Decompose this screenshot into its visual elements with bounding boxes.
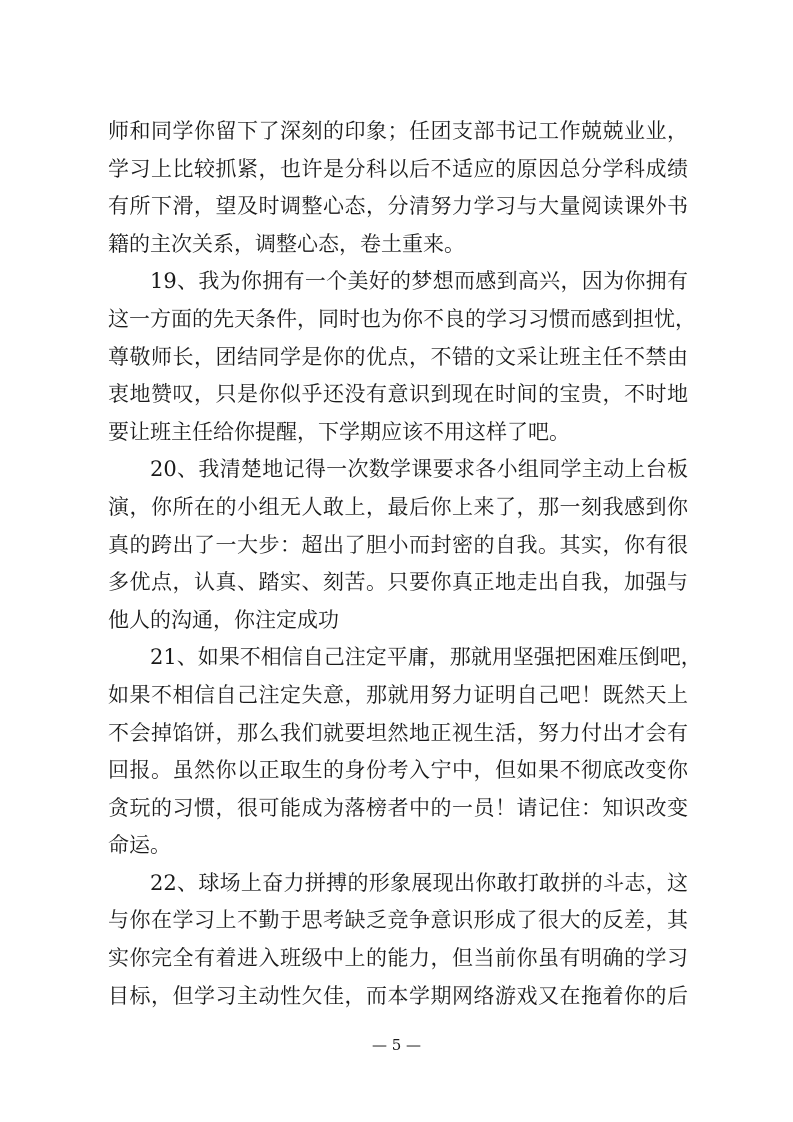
page-number: — 5 — bbox=[371, 1036, 422, 1054]
text-line: 22、球场上奋力拼搏的形象展现出你敢打敢拼的斗志，这 bbox=[150, 870, 688, 895]
text-line: 衷地赞叹，只是你似乎还没有意识到现在时间的宝贵，不时地 bbox=[108, 382, 688, 407]
text-line: 学习上比较抓紧，也许是分科以后不适应的原因总分学科成绩 bbox=[108, 156, 688, 181]
paragraph-item-22 bbox=[108, 865, 688, 1015]
text-line: 演，你所在的小组无人敢上，最后你上来了，那一刻我感到你 bbox=[108, 494, 688, 519]
text-line: 贪玩的习惯，很可能成为落榜者中的一员！请记住：知识改变 bbox=[108, 795, 688, 820]
text-line: 他人的沟通，你注定成功 bbox=[108, 607, 339, 632]
text-line: 有所下滑，望及时调整心态，分清努力学习与大量阅读课外书 bbox=[108, 194, 688, 219]
text-line: 多优点，认真、踏实、刻苦。只要你真正地走出自我，加强与 bbox=[108, 570, 688, 595]
text-line: 回报。虽然你以正取生的身份考入宁中，但如果不彻底改变你 bbox=[108, 758, 688, 783]
paragraph-item-19 bbox=[108, 263, 696, 451]
text-line: 要让班主任给你提醒，下学期应该不用这样了吧。 bbox=[108, 419, 570, 444]
text-line: 真的跨出了一大步：超出了胆小而封密的自我。其实，你有很 bbox=[108, 532, 688, 557]
text-line: 不会掉馅饼，那么我们就要坦然地正视生活，努力付出才会有 bbox=[108, 720, 688, 745]
text-line: 师和同学你留下了深刻的印象；任团支部书记工作兢兢业业， bbox=[108, 119, 688, 143]
text-line: 目标，但学习主动性欠佳，而本学期网络游戏又在拖着你的后 bbox=[108, 983, 688, 1008]
paragraph bbox=[108, 113, 688, 263]
text-line: 命运。 bbox=[108, 833, 171, 858]
text-line: 实你完全有着进入班级中上的能力，但当前你虽有明确的学习 bbox=[108, 946, 688, 971]
paragraph-item-20 bbox=[108, 451, 688, 639]
text-line: 21、如果不相信自己注定平庸，那就用坚强把困难压倒吧， bbox=[150, 645, 702, 670]
text-line: 如果不相信自己注定失意，那就用努力证明自己吧！既然天上 bbox=[108, 682, 688, 707]
text-line: 19、我为你拥有一个美好的梦想而感到高兴，因为你拥有 bbox=[150, 269, 688, 294]
text-line: 籍的主次关系，调整心态，卷土重来。 bbox=[108, 231, 465, 256]
text-line: 与你在学习上不勤于思考缺乏竞争意识形成了很大的反差，其 bbox=[108, 908, 688, 933]
text-line: 尊敬师长，团结同学是你的优点，不错的文采让班主任不禁由 bbox=[108, 344, 688, 369]
paragraph-item-21 bbox=[108, 639, 702, 865]
text-line: 20、我清楚地记得一次数学课要求各小组同学主动上台板 bbox=[150, 457, 688, 482]
document-body bbox=[108, 113, 702, 1015]
text-line: 这一方面的先天条件，同时也为你不良的学习习惯而感到担忧， bbox=[108, 306, 696, 331]
